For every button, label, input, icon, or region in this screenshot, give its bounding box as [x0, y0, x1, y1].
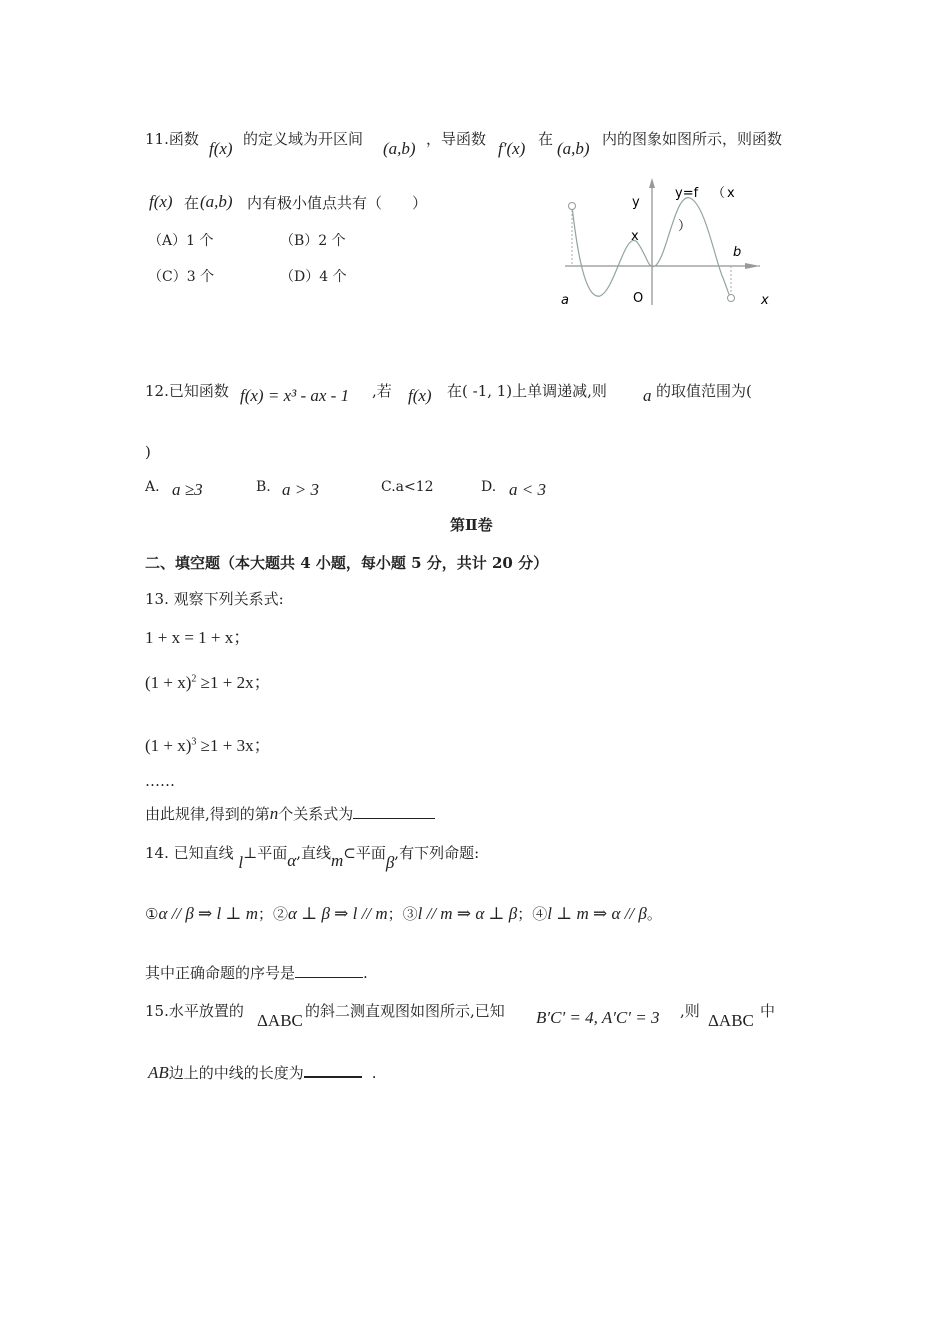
q14-d: ⊂平面: [343, 844, 386, 862]
q13-n: n: [269, 804, 279, 823]
q11-option-b: （B）2 个: [280, 233, 346, 249]
graph-label-close: ）: [678, 219, 692, 234]
q15-ab: AB: [148, 1063, 169, 1082]
endpoint-b-open: [728, 295, 735, 302]
endpoint-a-open: [569, 203, 576, 210]
q13-rel3-lhs: (1 + x): [145, 736, 192, 755]
q15-end: .: [371, 1064, 377, 1082]
q11-fprime: f′(x): [498, 139, 526, 158]
q15-d: 中: [760, 1002, 776, 1020]
graph-label-paren: （: [712, 186, 726, 201]
q11-interval2: (a,b): [557, 139, 590, 158]
q14-line: [145, 842, 480, 872]
q12-close: ): [145, 443, 151, 461]
section-header: 二、填空题（本大题共 4 小题，每小题 5 分，共计 20 分）: [145, 554, 549, 572]
q11-text-derivative: ，导函数: [426, 130, 487, 148]
graph-label-y: y: [632, 195, 640, 210]
q13-rel2-exp: 2: [191, 673, 197, 685]
q11-text-domain: 的定义域为开区间: [243, 130, 364, 148]
q15-triangle: ΔABC: [257, 1011, 303, 1030]
q12-option-d: a < 3: [509, 480, 546, 499]
q14-c: ,直线: [296, 844, 331, 862]
q12-option-b-label: B.: [256, 479, 271, 495]
q14-m: m: [330, 851, 344, 870]
q11-option-c: （C）3 个: [148, 269, 215, 285]
q15-answer-blank[interactable]: [304, 1062, 362, 1078]
q12-fx: f(x): [408, 386, 432, 405]
q12-function: f(x) = x³ - ax - 1: [240, 386, 350, 405]
q13-dots: ……: [145, 772, 175, 790]
q13-rel3-rhs: ≥1 + 3x；: [200, 736, 271, 755]
q14-l: l: [238, 853, 244, 872]
q14-p3: l // m ⇒ α ⊥ β: [417, 904, 518, 923]
q11-fx2: f(x): [149, 192, 173, 211]
graph-label-x-axis: x: [761, 293, 769, 308]
q14-p4-num: ；④: [517, 905, 548, 923]
q14-b: ⊥平面: [243, 844, 288, 862]
q15-triangle-2: ΔABC: [708, 1011, 754, 1030]
q14-answer-blank[interactable]: [295, 963, 363, 978]
q14-propositions: [145, 903, 662, 924]
q13-rel2-rhs: ≥1 + 2x；: [200, 673, 271, 692]
y-axis-arrow: [649, 178, 655, 188]
q12-option-a-label: A.: [145, 479, 160, 495]
q14-alpha: α: [287, 851, 297, 870]
q14-p3-num: ；③: [387, 905, 418, 923]
q15-given: B′C′ = 4, A′C′ = 3: [536, 1008, 660, 1027]
graph-label-yf: y=f: [675, 186, 699, 201]
q15-line2: [148, 1062, 377, 1083]
q14-p4: l ⊥ m ⇒ α // β: [547, 904, 647, 923]
q11-interval: (a,b): [383, 139, 416, 158]
q14-beta: β: [385, 853, 395, 872]
q11-option-a: （A）1 个: [148, 233, 214, 249]
q14-end: 。: [646, 905, 662, 923]
q11-text-question: 内有极小值点共有（ ）: [247, 194, 428, 212]
q13-ask-b: 个关系式为: [278, 805, 354, 823]
q14-e: ,有下列命题:: [394, 844, 480, 862]
q13-relation-3: [145, 731, 271, 756]
q12-suffix: 在( -1, 1)上单调递减,则: [447, 382, 607, 400]
q12-mid: ,若: [372, 382, 392, 400]
derivative-graph: [555, 170, 785, 320]
q13-intro: 13. 观察下列关系式:: [145, 590, 284, 608]
q11-option-d: （D）4 个: [280, 269, 347, 285]
q13-rel3-exp: 3: [191, 736, 197, 748]
q13-relation-2: [145, 668, 271, 693]
graph-label-a: a: [561, 293, 569, 308]
q12-option-c: C.a<12: [381, 479, 434, 495]
x-axis-arrow: [745, 263, 760, 269]
q14-a: 14. 已知直线: [145, 844, 234, 862]
q15-a: 15.水平放置的: [145, 1002, 244, 1020]
q11-text-graph: 内的图象如图所示，则函数: [602, 130, 783, 148]
q14-p2: α ⊥ β ⇒ l // m: [288, 904, 388, 923]
q12-a: a: [643, 386, 652, 405]
q14-ask-text: 其中正确命题的序号是: [145, 964, 296, 982]
q12-option-b: a > 3: [282, 480, 319, 499]
q12-option-a: a ≥3: [172, 480, 203, 499]
q13-ask: [145, 803, 435, 824]
q12-tail: 的取值范围为(: [656, 382, 752, 400]
q12-option-d-label: D.: [481, 479, 497, 495]
q13-rel2-lhs: (1 + x): [145, 673, 192, 692]
q11-interval3: (a,b): [200, 192, 233, 211]
graph-label-x-mid: x: [631, 229, 639, 244]
q15-e: 边上的中线的长度为: [168, 1064, 304, 1082]
q12-prefix: 12.已知函数: [145, 382, 229, 400]
graph-label-x-top: x: [727, 186, 735, 201]
q14-ask-end: .: [363, 964, 368, 982]
q14-p1: α // β ⇒ l ⊥ m: [158, 904, 259, 923]
q15-b: 的斜二测直观图如图所示,已知: [305, 1002, 505, 1020]
q11-text-in2: 在: [184, 194, 200, 212]
q13-answer-blank[interactable]: [353, 804, 435, 819]
q14-ask: [145, 962, 368, 983]
q13-relation-1: 1 + x = 1 + x；: [145, 628, 251, 647]
q11-line1: 11.函数: [145, 130, 199, 148]
q14-p2-num: ；②: [258, 905, 289, 923]
q15-c: ,则: [680, 1002, 700, 1020]
graph-label-origin: O: [633, 291, 644, 306]
q14-p1-num: ①: [145, 905, 159, 923]
graph-label-b: b: [733, 245, 742, 260]
q11-text-in: 在: [538, 130, 554, 148]
q11-fx: f(x): [209, 139, 233, 158]
q13-ask-a: 由此规律,得到的第: [145, 805, 270, 823]
section-title: 第Ⅱ卷: [450, 516, 493, 534]
